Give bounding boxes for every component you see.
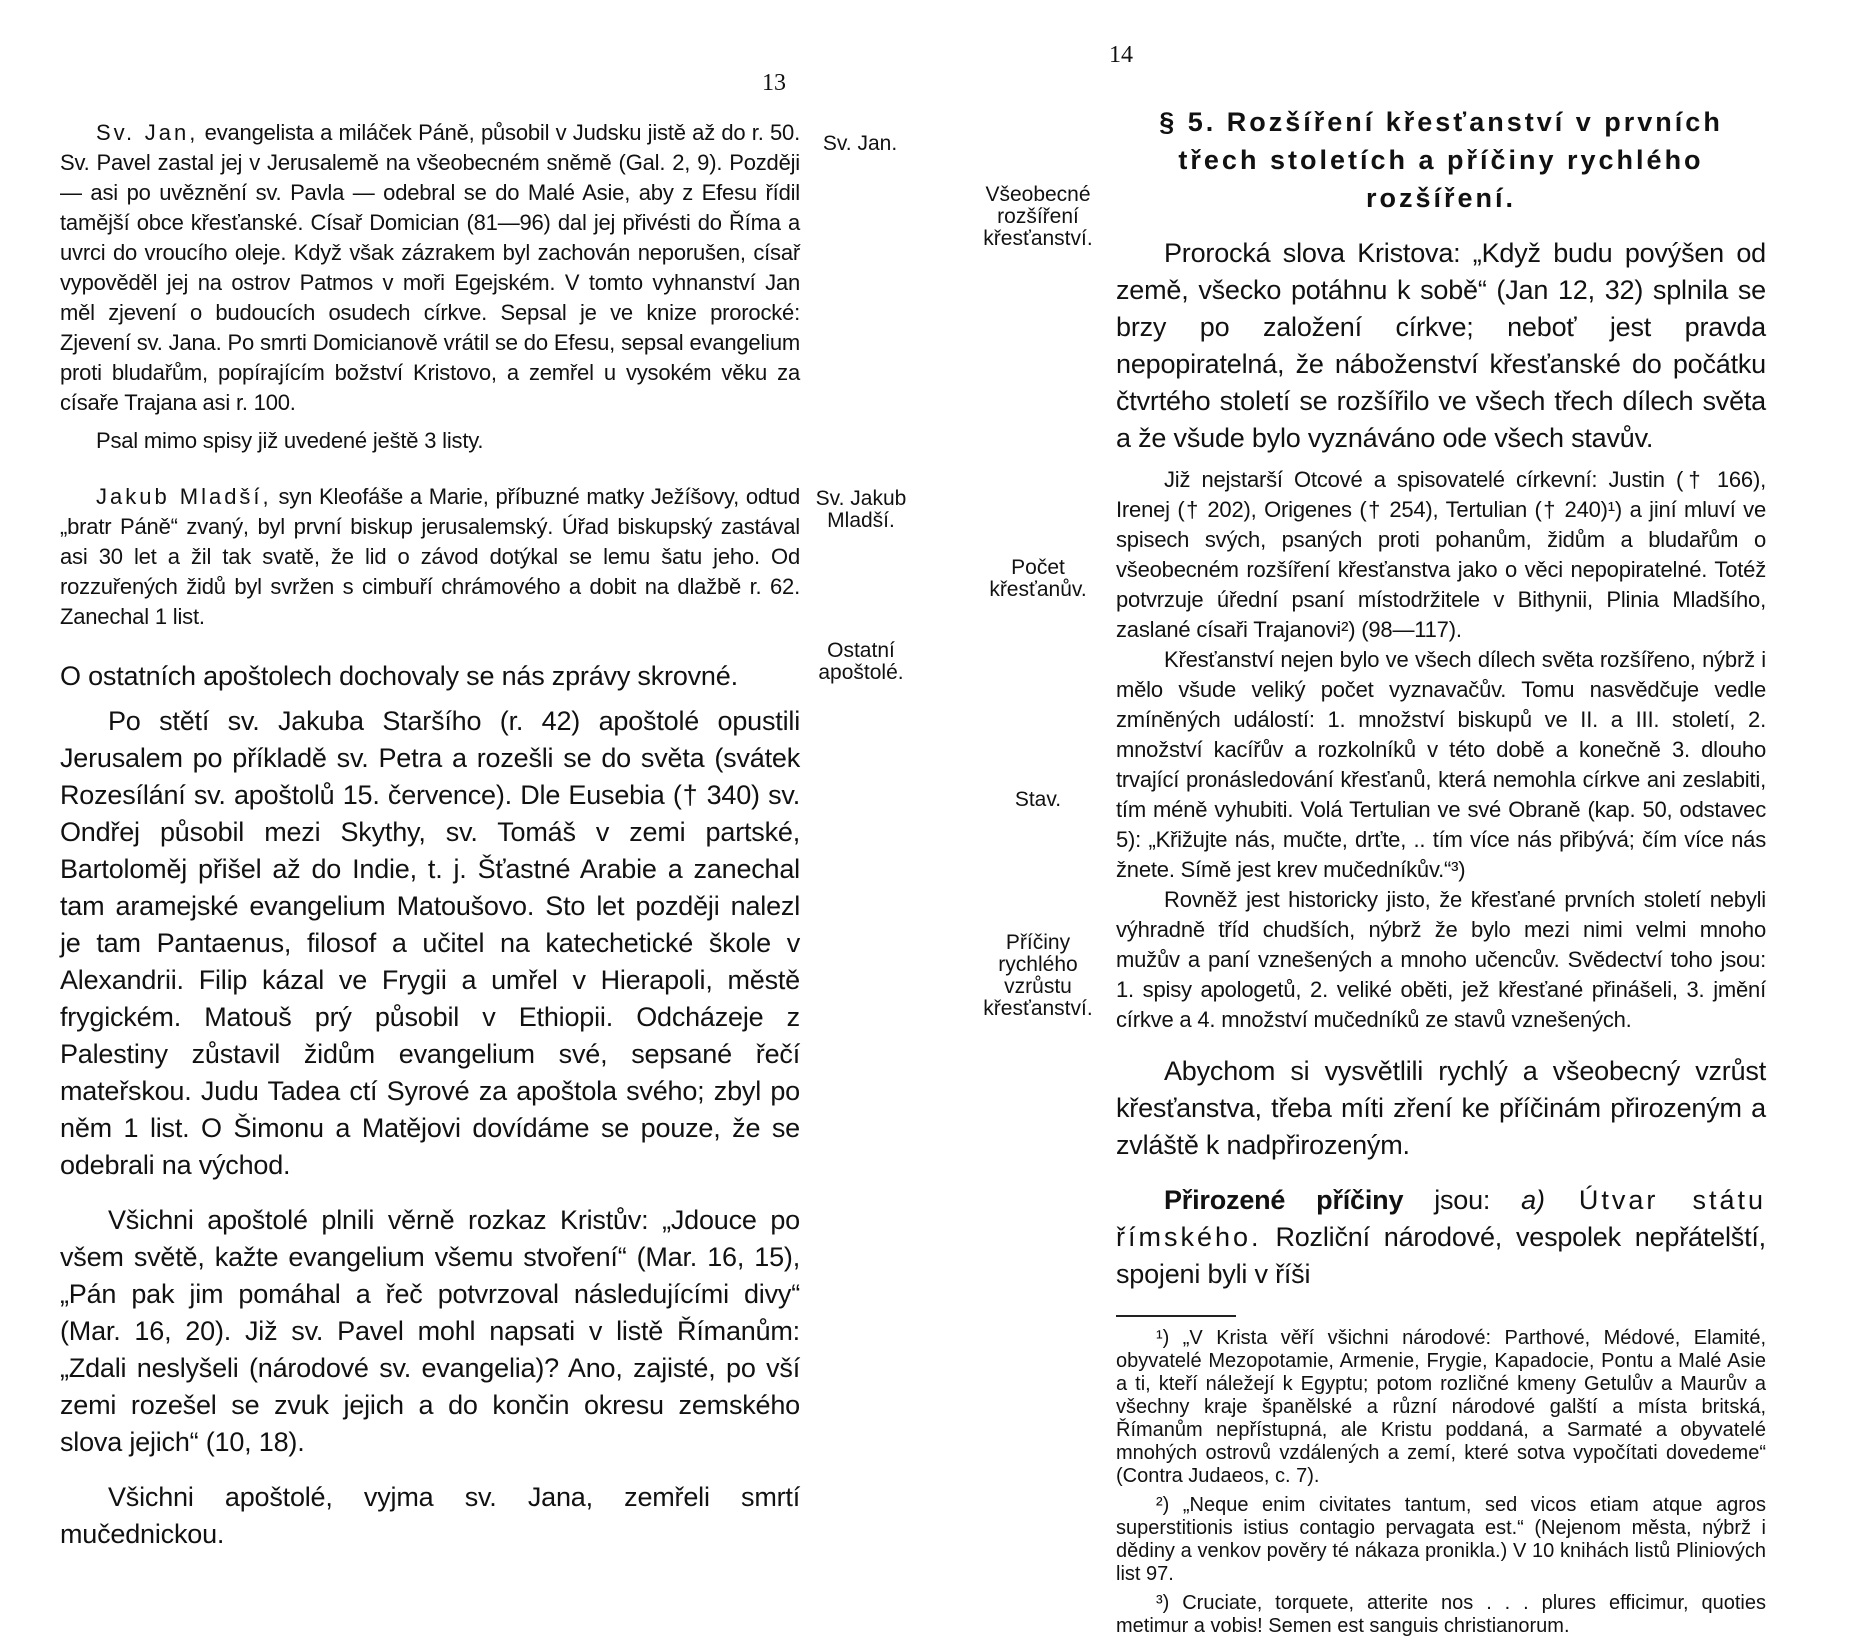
paragraph-rozeslani: Po stětí sv. Jakuba Staršího (r. 42) apoštolé opustili Jerusalem po příkladě sv. Petra a rozešli se do světa (svátek Rozesílání sv. apoštolů 15. července). Dle Eusebia († 340) sv. Ondřej působil mezi Skythy, sv. Tomáš v zemi partské, Bartoloměj přišel až do Indie, t. j. Šťastné Arabie a zanechal tam aramejské evangelium Matoušovo. Sto let později nalezl je tam Pantaenus, filosof a učitel na katechetické škole v Alexandrii. Filip kázal ve Frygii a umřel v Hierapoli, městě frygickém. Matouš prý působil v Ethiopii. Odcházeje z Palestiny zůstavil židům evangelium své, sepsané řečí mateřskou. Judu Tadea ctí Syrové za apoštola svého; zbyl po něm 1 list. O Šimonu a Matějovi dovídáme se pouze, že se odebrali na východ. <box>60 706 800 1180</box>
paragraph-ostatni: O ostatních apoštolech dochovaly se nás zprávy skrovné. <box>60 661 738 691</box>
footnote-1: ¹) „V Krista věří všichni národové: Parthové, Médové, Elamité, obyvatelé Mezopotamie, Armenie, Frygie, Kapadocie, Pontu a Malé Asie a ti, kteří náležejí k Egyptu; potom rozličné kmeny Getulův a Maurův a všechny kraje španělské a různí národové galští a místa britská, Římanům nepřístupná, ale Kristu poddaná, a Sarmaté a obyvatelé mnohých ostrovů vzdálených a zemí, které sotva vypočítati dovedeme“ (Contra Judaeos, c. 7). <box>1116 1327 1766 1487</box>
paragraph-vsichni: Všichni apoštolé plnili věrně rozkaz Kristův: „Jdouce po všem světě, kažte evangelium všemu stvoření“ (Mar. 16, 15), „Pán pak jim pomáhal a řeč potvrzoval následujícími divy“ (Mar. 16, 20). Již sv. Pavel mohl napsati v listě Římanům: „Zdali neslyšeli (národové sv. evangelia)? Ano, zajisté, po vší zemi rozešel se zvuk jejich a do končin okresu zemského slova jejich“ (10, 18). <box>60 1205 800 1457</box>
section-heading: § 5. Rozšíření křesťanství v prvních třech stoletích a příčiny rychlého rozšíření. <box>1159 107 1723 213</box>
right-page <box>931 0 1862 1637</box>
page-number: 13 <box>762 70 786 96</box>
margin-note-vseobecne: Všeobecné rozšíření křesťanství. <box>983 183 1093 250</box>
footnote-divider <box>1116 1315 1236 1317</box>
margin-note-pocet: Počet křesťanův. <box>989 556 1087 601</box>
left-page <box>0 0 931 1549</box>
margin-note-jakub: Sv. Jakub Mladší. <box>815 487 907 532</box>
margin-note-jan: Sv. Jan. <box>822 132 898 155</box>
paragraph-stav: Rovněž jest historicky jisto, že křesťané prvních století nebyli výhradně tříd chudších, nýbrž že bylo mezi nimi velmi mnoho mužův a paní vznešených a mnoho učencův. Svědectví toho jsou: 1. spisy apologetů, 2. veliké oběti, jež křesťané přinášeli, 3. jmění církve a 4. množství mučedníků ze stavů vznešených. <box>1116 887 1766 1032</box>
paragraph-otcove: Již nejstarší Otcové a spisovatelé církevní: Justin († 166), Irenej († 202), Origenes († 254), Tertulian († 240)¹) a jiní mluví ve spisech svých, psaných proti pohanům, židům a bludařům o všeobecném rozšíření křesťanstva jako o věci nepopiratelné. Totéž potvrzuje úřední psaní místodržitele v Bithynii, Plinia Mladšího, zaslané císaři Trajanovi²) (98—117). <box>1116 467 1766 642</box>
paragraph-jakub: Jakub Mladší, syn Kleofáše a Marie, příbuzné matky Ježíšovy, odtud „bratr Páně“ zvaný, byl první biskup jerusalemský. Úřad biskupský zastával asi 30 let a žil tak svatě, že lid o závod dotýkal se lemu šatu jeho. Od rozzuřených židů byl svržen s cimbuří chrámového a dobit na dlažbě r. 62. Zanechal 1 list. <box>60 484 800 629</box>
paragraph-smrt: Všichni apoštolé, vyjma sv. Jana, zemřeli smrtí mučednickou. <box>60 1482 800 1549</box>
paragraph-abychom: Abychom si vysvětlili rychlý a všeobecný vzrůst křesťanstva, třeba míti zření ke příčinám přirozeným a zvláště k nadpřirozeným. <box>1116 1056 1766 1160</box>
paragraph-prorocka: Prorocká slova Kristova: „Když budu povýšen od země, všecko potáhnu k sobě“ (Jan 12, 32) splnila se brzy po založení církve; neboť jest pravda nepopiratelná, že náboženství křesťanské do počátku čtvrtého století se rozšířilo ve všech třech dílech světa a že všude bylo vyznáváno ode všech stavův. <box>1116 238 1766 453</box>
margin-note-priciny: Příčiny rychlého vzrůstu křesťanství. <box>983 931 1093 1020</box>
right-text-column <box>1116 103 1766 1644</box>
footnote-2: ²) „Neque enim civitates tantum, sed vicos etiam atque agros superstitionis istius contagio pervagata est.“ (Nejenom města, nýbrž i dědiny a venkov pověry té nákaza pronikla.) V 10 knihách listů Pliniových list 97. <box>1116 1494 1766 1585</box>
paragraph-pocet: Křesťanství nejen bylo ve všech dílech světa rozšířeno, nýbrž i mělo všude veliký počet vyznavačův. Tomu nasvědčuje vedle zmíněných událostí: 1. množství biskupů ve II. a III. století, 2. množství kacířův a rozkolníků v této době a konečně 3. dlouho trvající pronásledování křesťanů, která nemohla církve ani zeslabiti, tím méně vyhubiti. Volá Tertulian ve své Obraně (kap. 50, odstavec 5): „Křižujte nás, mučte, drťte, .. tím více nás přibývá; čím více nás žnete. Símě jest krev mučedníkův.“³) <box>1116 647 1766 882</box>
name-jakub: Jakub Mladší, <box>96 484 272 509</box>
margin-note-ostatni: Ostatní apoštolé. <box>818 639 904 684</box>
page-number: 14 <box>1109 42 1133 68</box>
bold-lead: Přirozené příčiny <box>1164 1185 1404 1215</box>
name-jan: Sv. Jan, <box>96 120 199 145</box>
paragraph-jan-letters: Psal mimo spisy již uvedené ještě 3 listy. <box>96 428 484 453</box>
margin-note-stav: Stav. <box>1014 788 1062 811</box>
paragraph-prirozene: Přirozené příčiny jsou: a) Útvar státu římského. Rozliční národové, vespolek nepřátelští, spojeni byli v říši <box>1116 1185 1767 1289</box>
paragraph-jan: Sv. Jan, evangelista a miláček Páně, působil v Judsku jistě až do r. 50. Sv. Pavel zastal jej v Jerusalemě na všeobecném sněmě (Gal. 2, 9). Později — asi po uvěznění sv. Pavla — odebral se do Malé Asie, aby z Efesu řídil tamější obce křesťanské. Císař Domician (81—96) dal jej přivésti do Říma a uvrci do vroucího oleje. Když však zázrakem byl zachován neporušen, císař vypověděl jej na ostrov Patmos v moři Egejském. V tomto vyhnanství Jan měl zjevení o budoucích osudech církve. Sepsal je ve knize prorocké: Zjevení sv. Jana. Po smrti Domicianově vrátil se do Efesu, sepsal evangelium proti bludařům, popírajícím božství Kristovo, a zemřel u vysokém věku za císaře Trajana asi r. 100. <box>60 120 800 415</box>
left-text-column <box>60 118 800 1553</box>
footnote-3: ³) Cruciate, torquete, atterite nos . . . plures efficimur, quoties metimur a vobis! Semen est sanguis christianorum. <box>1116 1592 1766 1637</box>
